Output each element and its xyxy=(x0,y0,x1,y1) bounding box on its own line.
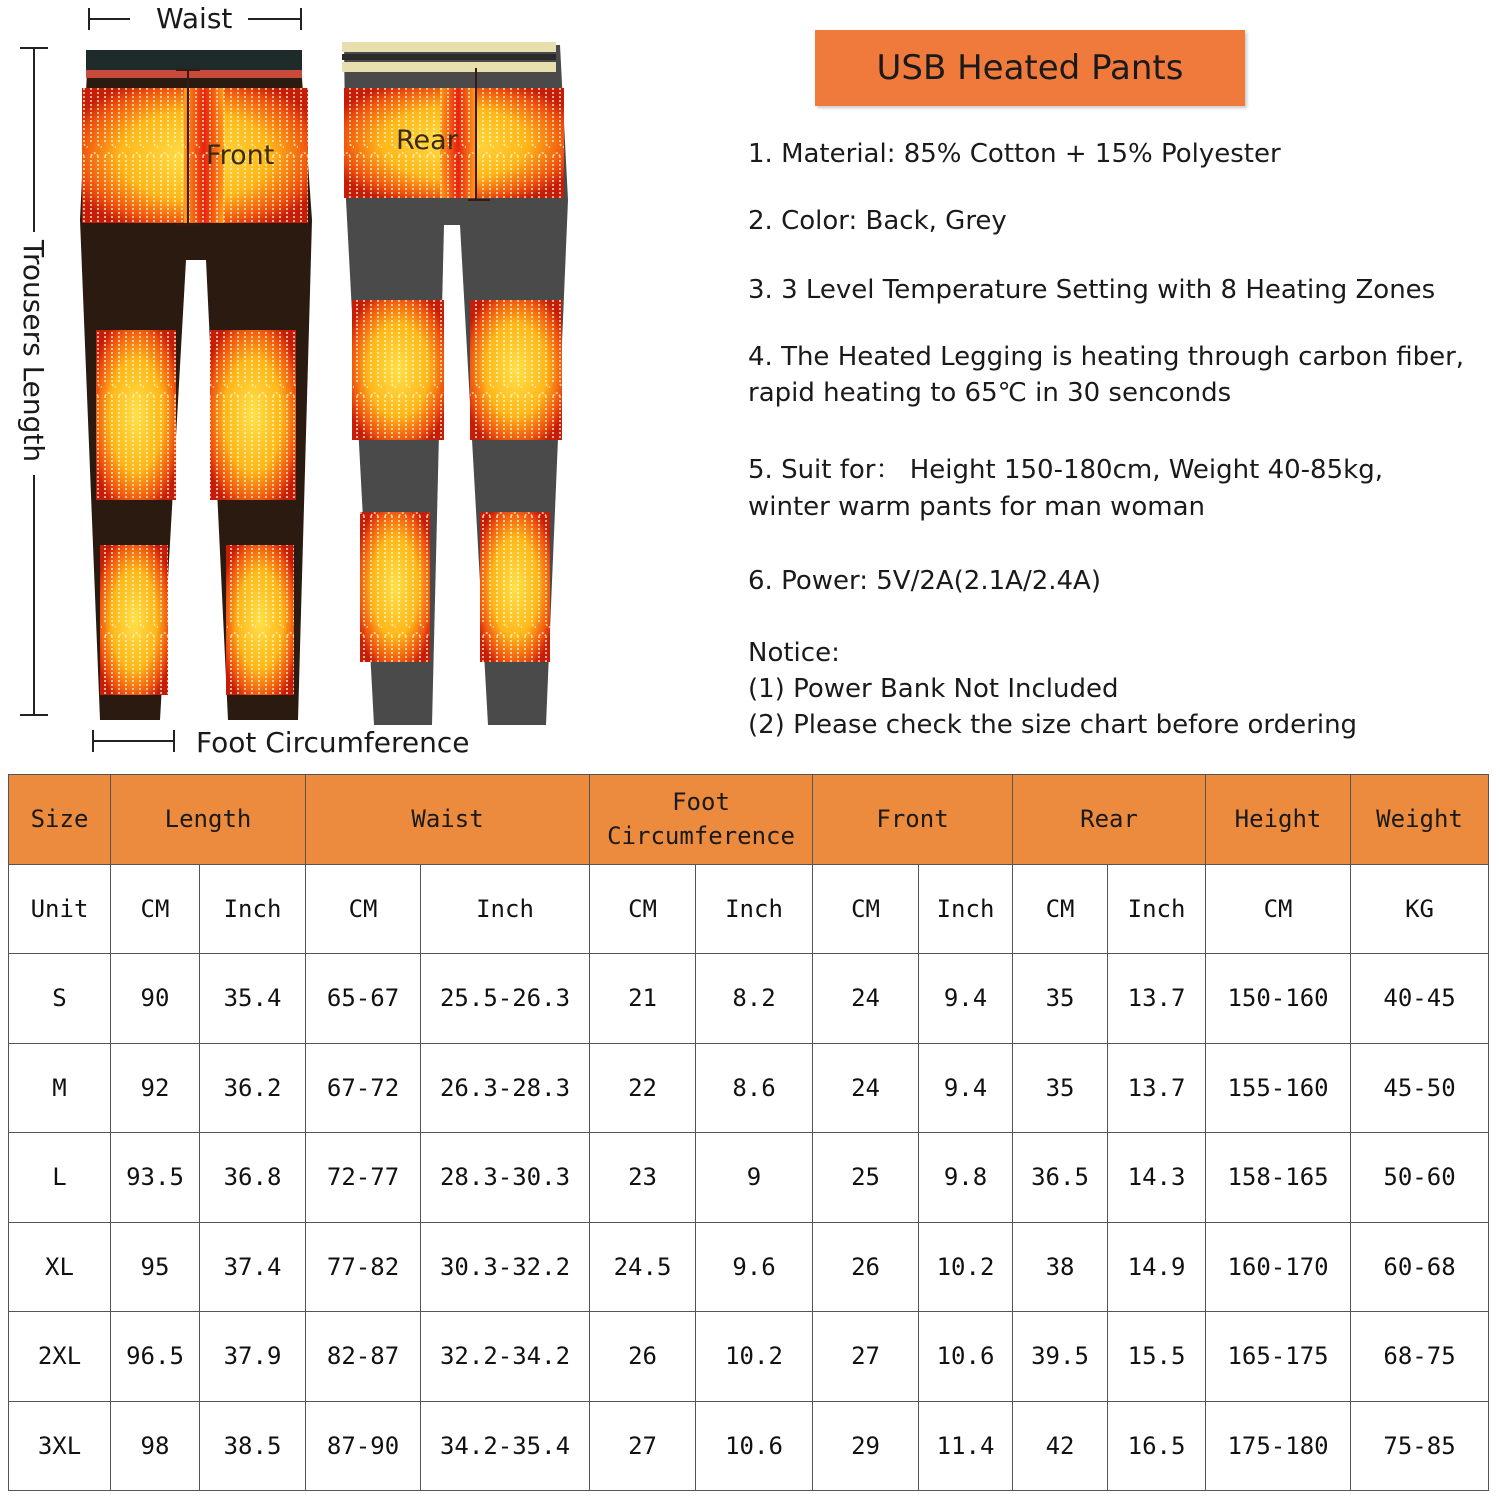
spec-heating-line1: 4. The Heated Legging is heating through carbon fiber, xyxy=(748,342,1465,372)
size-cell: S xyxy=(9,954,111,1044)
table-cell: 35 xyxy=(1013,954,1108,1044)
table-row xyxy=(9,954,1489,1044)
notice-heading: Notice: xyxy=(748,638,840,668)
table-cell: 93.5 xyxy=(111,1133,200,1223)
table-cell: 37.4 xyxy=(200,1222,306,1312)
table-cell: 40-45 xyxy=(1351,954,1489,1044)
size-cell: M xyxy=(9,1043,111,1133)
table-cell: 98 xyxy=(111,1401,200,1491)
table-cell: 36.8 xyxy=(200,1133,306,1223)
notice-item-1: (1) Power Bank Not Included xyxy=(748,674,1119,704)
table-cell: 9.6 xyxy=(696,1222,813,1312)
table-cell: Inch xyxy=(1108,864,1206,954)
table-cell: 25.5-26.3 xyxy=(421,954,590,1044)
table-cell: 90 xyxy=(111,954,200,1044)
table-cell: 39.5 xyxy=(1013,1312,1108,1402)
table-cell: 9.4 xyxy=(919,954,1013,1044)
table-cell: 87-90 xyxy=(306,1401,421,1491)
size-chart-table xyxy=(8,774,1489,1491)
header-foot-line2: Circumference xyxy=(607,822,795,851)
header-waist: Waist xyxy=(306,775,590,865)
table-cell: 26 xyxy=(590,1312,696,1402)
table-cell: 35 xyxy=(1013,1043,1108,1133)
table-cell: Inch xyxy=(421,864,590,954)
table-cell: CM xyxy=(1206,864,1351,954)
table-cell: 26.3-28.3 xyxy=(421,1043,590,1133)
table-cell: 36.5 xyxy=(1013,1133,1108,1223)
table-cell: 26 xyxy=(813,1222,919,1312)
table-cell: 42 xyxy=(1013,1401,1108,1491)
table-cell: 60-68 xyxy=(1351,1222,1489,1312)
spec-color: 2. Color: Back, Grey xyxy=(748,206,1007,236)
table-cell: 37.9 xyxy=(200,1312,306,1402)
header-front: Front xyxy=(813,775,1013,865)
table-cell: 175-180 xyxy=(1206,1401,1351,1491)
table-cell: 10.2 xyxy=(919,1222,1013,1312)
table-cell: 9.4 xyxy=(919,1043,1013,1133)
header-foot-line1: Foot xyxy=(672,788,730,817)
table-cell: Inch xyxy=(200,864,306,954)
size-cell: L xyxy=(9,1133,111,1223)
foot-circumference-label: Foot Circumference xyxy=(196,726,470,759)
table-cell: 8.2 xyxy=(696,954,813,1044)
table-cell: Inch xyxy=(919,864,1013,954)
waist-label: Waist xyxy=(156,2,233,35)
size-cell: 2XL xyxy=(9,1312,111,1402)
table-row xyxy=(9,1133,1489,1223)
size-rows xyxy=(9,954,1489,1491)
spec-power: 6. Power: 5V/2A(2.1A/2.4A) xyxy=(748,566,1101,596)
table-cell: 8.6 xyxy=(696,1043,813,1133)
table-cell: 35.4 xyxy=(200,954,306,1044)
table-cell: 24.5 xyxy=(590,1222,696,1312)
header-length: Length xyxy=(111,775,306,865)
table-cell: 95 xyxy=(111,1222,200,1312)
table-cell: 32.2-34.2 xyxy=(421,1312,590,1402)
rear-label: Rear xyxy=(396,125,458,156)
table-cell: 13.7 xyxy=(1108,1043,1206,1133)
table-cell: 82-87 xyxy=(306,1312,421,1402)
spec-temperature: 3. 3 Level Temperature Setting with 8 Heating Zones xyxy=(748,275,1436,305)
rear-pant xyxy=(342,42,568,725)
trousers-length-label: Trousers Length xyxy=(17,240,50,463)
product-title-banner xyxy=(815,30,1245,106)
heated-pants-illustration xyxy=(60,30,580,740)
size-cell: 3XL xyxy=(9,1401,111,1491)
table-cell: 10.6 xyxy=(696,1401,813,1491)
table-cell: 29 xyxy=(813,1401,919,1491)
table-cell: 65-67 xyxy=(306,954,421,1044)
table-cell: 150-160 xyxy=(1206,954,1351,1044)
table-cell: 36.2 xyxy=(200,1043,306,1133)
table-cell: 45-50 xyxy=(1351,1043,1489,1133)
table-cell: 38 xyxy=(1013,1222,1108,1312)
table-cell: 14.3 xyxy=(1108,1133,1206,1223)
table-cell: 10.2 xyxy=(696,1312,813,1402)
table-row xyxy=(9,1222,1489,1312)
spec-suit-line1: 5. Suit for： Height 150-180cm, Weight 40-85kg, xyxy=(748,455,1383,485)
table-cell: 30.3-32.2 xyxy=(421,1222,590,1312)
table-cell: 165-175 xyxy=(1206,1312,1351,1402)
table-cell: CM xyxy=(1013,864,1108,954)
header-foot-circumference xyxy=(590,775,813,865)
table-cell: 24 xyxy=(813,1043,919,1133)
table-header-row xyxy=(9,775,1489,865)
table-cell: Inch xyxy=(696,864,813,954)
front-label: Front xyxy=(206,140,275,171)
table-cell: 50-60 xyxy=(1351,1133,1489,1223)
table-cell: Unit xyxy=(9,864,111,954)
header-weight: Weight xyxy=(1351,775,1489,865)
table-cell: 27 xyxy=(590,1401,696,1491)
table-cell: 77-82 xyxy=(306,1222,421,1312)
table-cell: 158-165 xyxy=(1206,1133,1351,1223)
table-cell: 13.7 xyxy=(1108,954,1206,1044)
table-cell: 92 xyxy=(111,1043,200,1133)
table-cell: 22 xyxy=(590,1043,696,1133)
table-cell: 96.5 xyxy=(111,1312,200,1402)
header-height: Height xyxy=(1206,775,1351,865)
table-cell: 67-72 xyxy=(306,1043,421,1133)
table-cell: 38.5 xyxy=(200,1401,306,1491)
table-cell: 10.6 xyxy=(919,1312,1013,1402)
table-row xyxy=(9,1401,1489,1491)
spec-heating-line2: rapid heating to 65℃ in 30 senconds xyxy=(748,378,1232,408)
table-cell: KG xyxy=(1351,864,1489,954)
spec-material: 1. Material: 85% Cotton + 15% Polyester xyxy=(748,139,1281,169)
header-size: Size xyxy=(9,775,111,865)
table-cell: 75-85 xyxy=(1351,1401,1489,1491)
table-cell: 9.8 xyxy=(919,1133,1013,1223)
table-unit-row xyxy=(9,864,1489,954)
table-cell: 9 xyxy=(696,1133,813,1223)
table-cell: CM xyxy=(813,864,919,954)
table-cell: 160-170 xyxy=(1206,1222,1351,1312)
table-cell: CM xyxy=(590,864,696,954)
table-cell: 25 xyxy=(813,1133,919,1223)
table-cell: 21 xyxy=(590,954,696,1044)
table-cell: 27 xyxy=(813,1312,919,1402)
table-cell: 24 xyxy=(813,954,919,1044)
front-pant xyxy=(80,50,312,720)
product-title: USB Heated Pants xyxy=(876,48,1184,88)
header-rear: Rear xyxy=(1013,775,1206,865)
notice-item-2: (2) Please check the size chart before ordering xyxy=(748,710,1358,740)
table-cell: 72-77 xyxy=(306,1133,421,1223)
table-cell: 34.2-35.4 xyxy=(421,1401,590,1491)
spec-suit-line2: winter warm pants for man woman xyxy=(748,492,1205,522)
size-cell: XL xyxy=(9,1222,111,1312)
table-cell: CM xyxy=(306,864,421,954)
table-cell: 14.9 xyxy=(1108,1222,1206,1312)
table-cell: 23 xyxy=(590,1133,696,1223)
table-row xyxy=(9,1043,1489,1133)
table-cell: 28.3-30.3 xyxy=(421,1133,590,1223)
table-cell: 68-75 xyxy=(1351,1312,1489,1402)
table-row xyxy=(9,1312,1489,1402)
table-cell: 16.5 xyxy=(1108,1401,1206,1491)
table-cell: 15.5 xyxy=(1108,1312,1206,1402)
table-cell: 11.4 xyxy=(919,1401,1013,1491)
table-cell: CM xyxy=(111,864,200,954)
table-cell: 155-160 xyxy=(1206,1043,1351,1133)
